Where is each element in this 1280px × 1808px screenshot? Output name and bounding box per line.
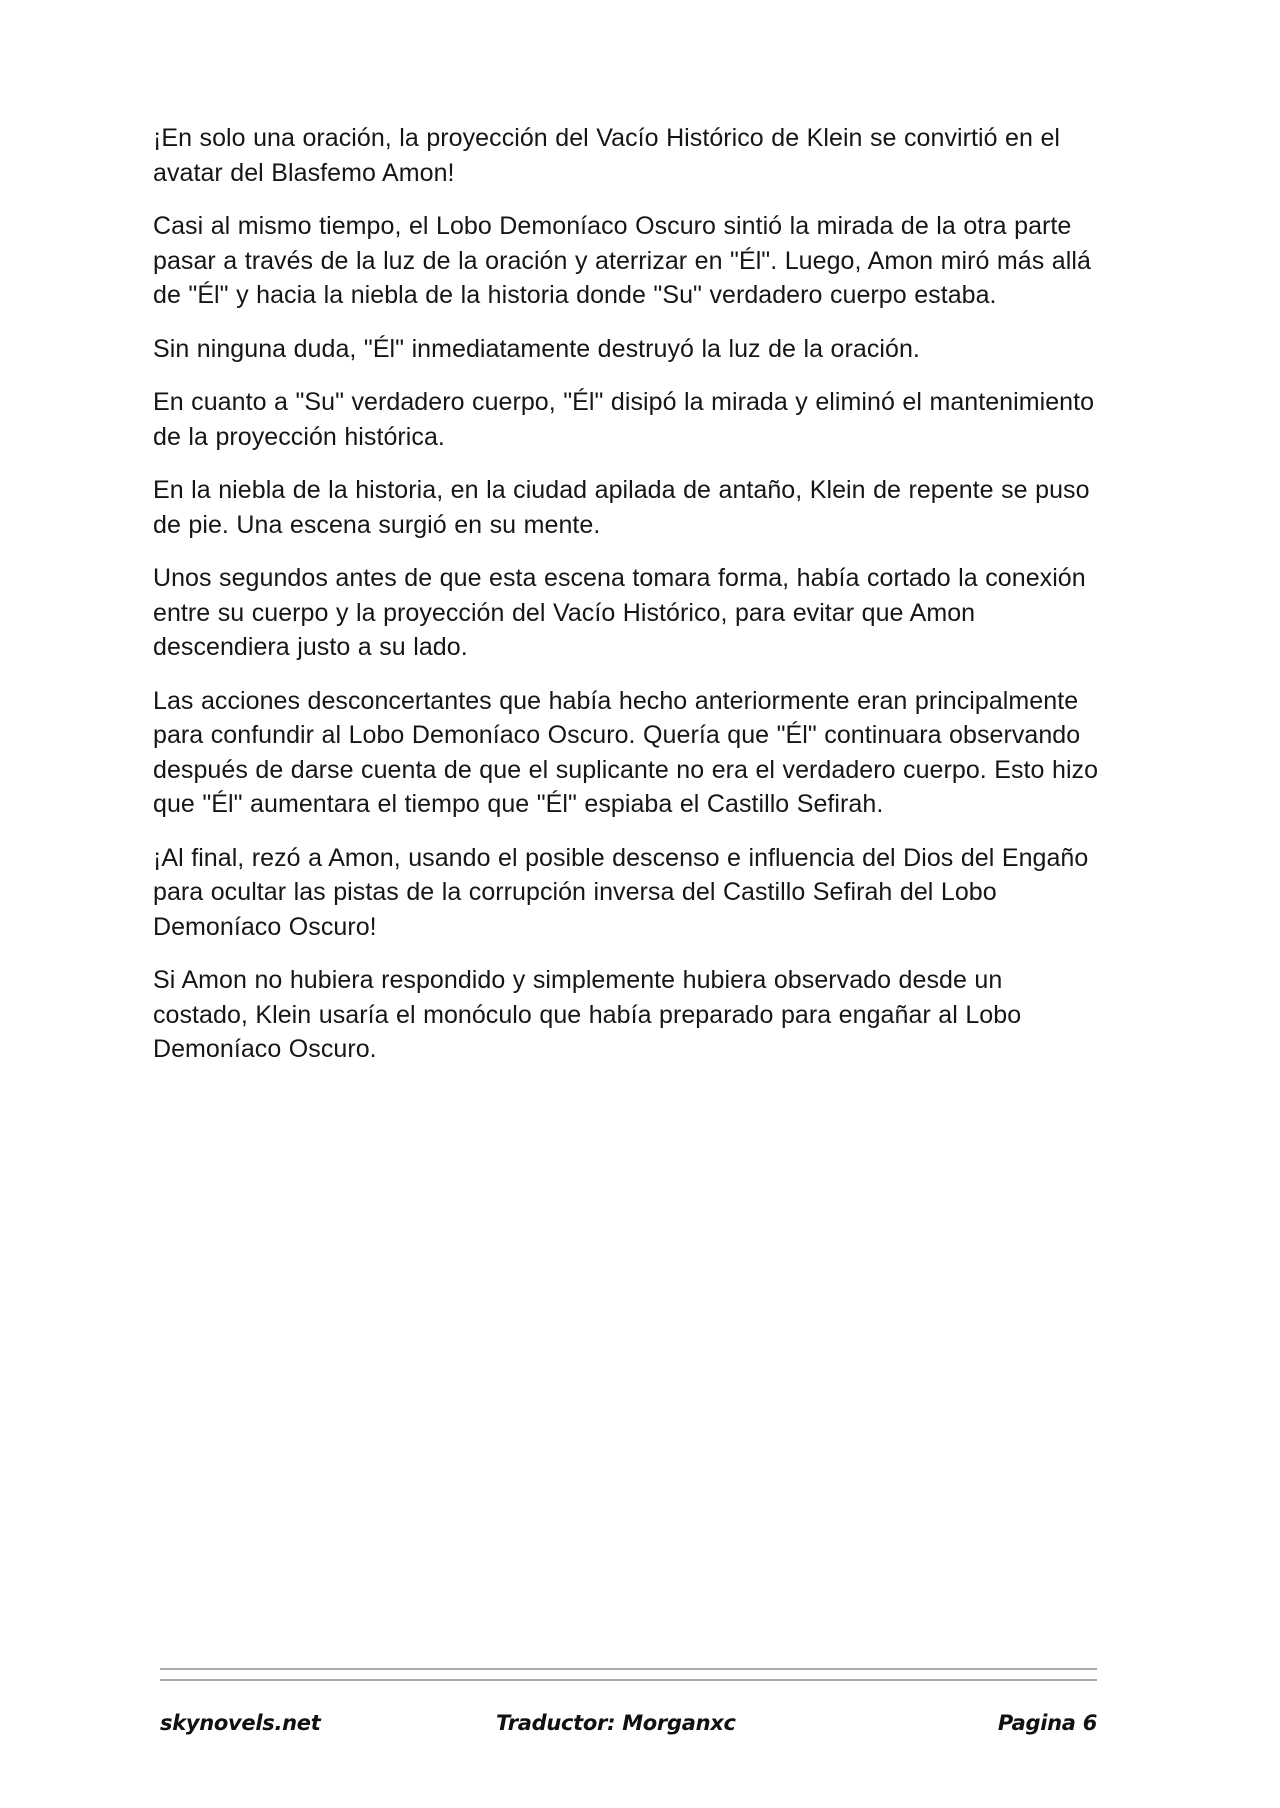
paragraph: En cuanto a "Su" verdadero cuerpo, "Él" disipó la mirada y eliminó el mantenimiento de la proyección histórica. [153,388,1095,451]
footer-divider-top [160,1668,1097,1670]
paragraph: Sin ninguna duda, "Él" inmediatamente destruyó la luz de la oración. [153,334,920,363]
footer-divider-bottom [160,1679,1097,1681]
page-footer [160,1711,1097,1745]
paragraph: Si Amon no hubiera respondido y simplemente hubiera observado desde un costado, Klein usaría el monóculo que había preparado para engañar al Lobo Demoníaco Oscuro. [153,966,1022,1063]
paragraph: Unos segundos antes de que esta escena tomara forma, había cortado la conexión entre su cuerpo y la proyección del Vacío Histórico, para evitar que Amon descendiera justo a su lado. [153,564,1086,661]
paragraph: Las acciones desconcertantes que había hecho anteriormente eran principalmente para confundir al Lobo Demoníaco Oscuro. Quería que "Él" continuara observando después de darse cuenta de que el suplicante no era el verdadero cuerpo. Esto hizo que "Él" aumentara el tiempo que "Él" espiaba el Castillo Sefirah. [153,686,1099,818]
document-body [153,121,1103,1086]
footer-page-number: Pagina 6 [997,1711,1097,1735]
footer-site-name: skynovels.net [160,1711,321,1735]
paragraph: En la niebla de la historia, en la ciudad apilada de antaño, Klein de repente se puso de pie. Una escena surgió en su mente. [153,476,1090,539]
paragraph: ¡Al final, rezó a Amon, usando el posible descenso e influencia del Dios del Engaño para ocultar las pistas de la corrupción inversa del Castillo Sefirah del Lobo Demoníaco Oscuro! [153,843,1089,941]
paragraph: ¡En solo una oración, la proyección del Vacío Histórico de Klein se convirtió en el avatar del Blasfemo Amon! [153,124,1060,187]
footer-translator: Traductor: Morganxc [496,1711,736,1735]
paragraph: Casi al mismo tiempo, el Lobo Demoníaco Oscuro sintió la mirada de la otra parte pasar a través de la luz de la oración y aterrizar en "Él". Luego, Amon miró más allá de "Él" y hacia la niebla de la historia donde "Su" verdadero cuerpo estaba. [153,212,1091,309]
